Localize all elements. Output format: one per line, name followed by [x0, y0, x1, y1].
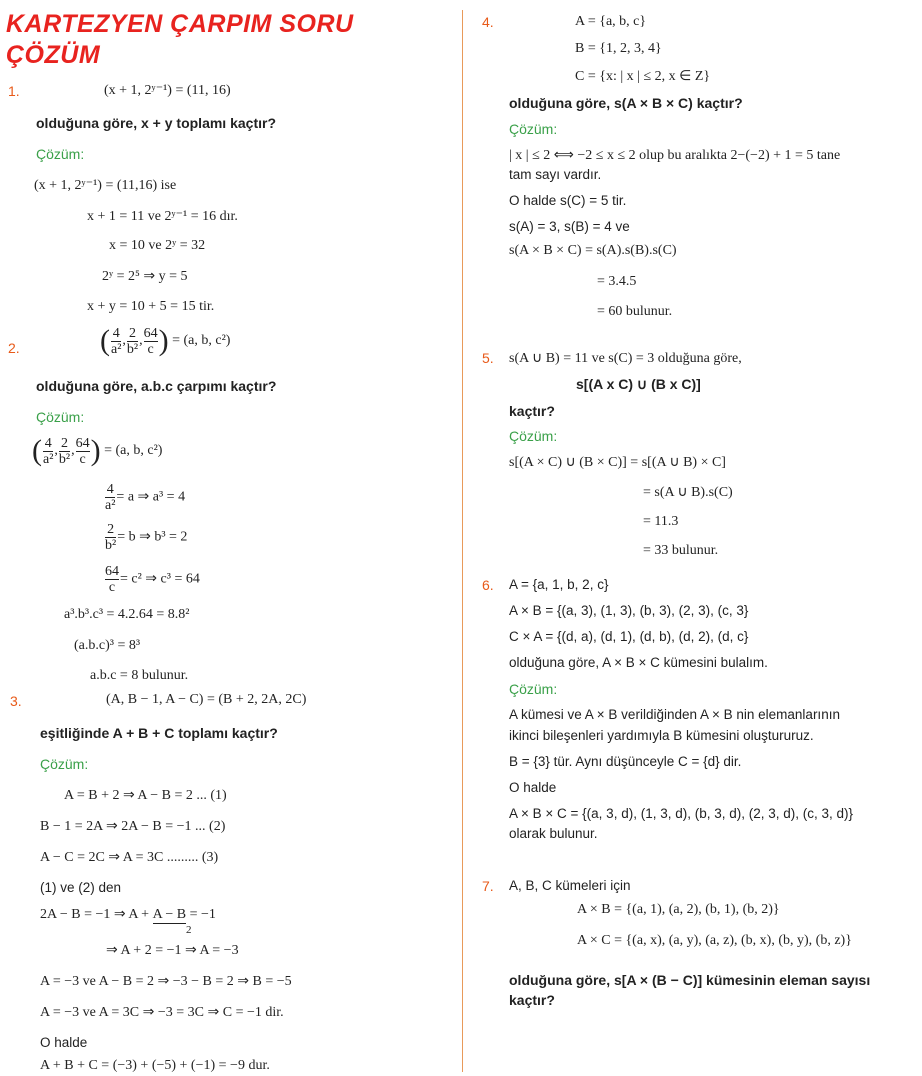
problem-3-step-7: A = −3 ve A − B = 2 ⇒ −3 − B = 2 ⇒ B = −5	[40, 974, 292, 989]
problem-4-set-a: A = {a, b, c}	[575, 14, 647, 29]
problem-1-statement: (x + 1, 2ʸ⁻¹) = (11, 16)	[104, 83, 231, 98]
problem-5-question: kaçtır?	[509, 403, 555, 419]
problem-4-step-2: tam sayı vardır.	[509, 167, 602, 182]
problem-1-step-3: x = 10 ve 2ʸ = 32	[109, 238, 206, 253]
problem-6-step-4: O halde	[509, 780, 557, 795]
problem-6-cxa: C × A = {(d, a), (d, 1), (d, b), (d, 2), (d, c}	[509, 629, 749, 644]
problem-4-solution-label: Çözüm:	[509, 121, 558, 137]
problem-4-step-6: = 3.4.5	[597, 274, 637, 289]
problem-2-step-4: a³.b³.c³ = 4.2.64 = 8.8²	[64, 607, 190, 622]
problem-2-step-3: $\frac{64}{c}$ = c² ⇒ c³ = 64	[105, 564, 200, 595]
problem-3-step-5: 2A − B = −1 ⇒ A + A − B = −1	[40, 907, 216, 922]
problem-6-step-5: A × B × C = {(a, 3, d), (1, 3, d), (b, 3, d), (2, 3, d), (c, 3, d)}	[509, 806, 854, 821]
problem-5-expression: s[(A x C) ∪ (B x C)]	[576, 376, 701, 392]
problem-7-number: 7.	[482, 878, 494, 894]
problem-7-axb: A × B = {(a, 1), (a, 2), (b, 1), (b, 2)}	[577, 902, 780, 917]
problem-3-step-1: A = B + 2 ⇒ A − B = 2 ... (1)	[64, 788, 227, 803]
problem-2-step-1: $\frac{4}{\text{a²}}$ = a ⇒ a³ = 4	[105, 482, 186, 513]
problem-1-step-4: 2ʸ = 2⁵ ⇒ y = 5	[102, 269, 188, 284]
problem-3-step-8: A = −3 ve A = 3C ⇒ −3 = 3C ⇒ C = −1 dir.	[40, 1005, 284, 1020]
column-divider	[462, 10, 463, 1072]
problem-2-step-5: (a.b.c)³ = 8³	[74, 638, 141, 653]
problem-6-axb: A × B = {(a, 3), (1, 3), (b, 3), (2, 3), (c, 3}	[509, 603, 749, 618]
problem-2-question: olduğuna göre, a.b.c çarpımı kaçtır?	[36, 378, 277, 394]
problem-2-step-2: $\frac{2}{\text{b²}}$ = b ⇒ b³ = 2	[105, 522, 188, 553]
page-title-line1: KARTEZYEN ÇARPIM SORU	[6, 10, 354, 38]
problem-6-set-a: A = {a, 1, b, 2, c}	[509, 577, 609, 592]
problem-7-question-line1: olduğuna göre, s[A × (B − C)] kümesinin eleman sayısı	[509, 972, 871, 988]
problem-4-step-5: s(A × B × C) = s(A).s(B).s(C)	[509, 243, 677, 258]
problem-4-step-7: = 60 bulunur.	[597, 304, 673, 319]
problem-5-statement: s(A ∪ B) = 11 ve s(C) = 3 olduğuna göre,	[509, 351, 742, 366]
problem-1-number: 1.	[8, 83, 20, 99]
problem-2-statement: ( $\frac{4}{\text{a²}}$ , $\frac{2}{\text{b²}}$ , $\frac{64}{c}$ ) = (a, b, c²)	[100, 324, 231, 357]
problem-4-step-4: s(A) = 3, s(B) = 4 ve	[509, 219, 630, 234]
problem-7-intro: A, B, C kümeleri için	[509, 878, 631, 893]
problem-3-step-5-sub: 2	[186, 924, 192, 936]
problem-4-set-b: B = {1, 2, 3, 4}	[575, 41, 662, 56]
problem-1-solution-label: Çözüm:	[36, 146, 85, 162]
problem-5-step-3: = 11.3	[643, 514, 679, 529]
problem-3-question: eşitliğinde A + B + C toplamı kaçtır?	[40, 725, 278, 741]
problem-3-step-2: B − 1 = 2A ⇒ 2A − B = −1 ... (2)	[40, 819, 226, 834]
problem-2-step-6: a.b.c = 8 bulunur.	[90, 668, 189, 683]
page-title-line2: ÇÖZÜM	[6, 41, 101, 69]
problem-1-question: olduğuna göre, x + y toplamı kaçtır?	[36, 115, 276, 131]
problem-3-step-3: A − C = 2C ⇒ A = 3C ......... (3)	[40, 850, 219, 865]
problem-6-step-3: B = {3} tür. Aynı düşünceyle C = {d} dir.	[509, 754, 742, 769]
problem-3-solution-label: Çözüm:	[40, 756, 89, 772]
problem-5-number: 5.	[482, 350, 494, 366]
problem-4-step-3: O halde s(C) = 5 tir.	[509, 193, 627, 208]
problem-4-question: olduğuna göre, s(A × B × C) kaçtır?	[509, 95, 743, 111]
problem-3-number: 3.	[10, 693, 22, 709]
problem-3-step-4: (1) ve (2) den	[40, 880, 122, 895]
problem-6-number: 6.	[482, 577, 494, 593]
problem-5-step-4: = 33 bulunur.	[643, 543, 719, 558]
problem-5-step-1: s[(A × C) ∪ (B × C)] = s[(A ∪ B) × C]	[509, 455, 726, 470]
problem-4-step-1: | x | ≤ 2 ⟺ −2 ≤ x ≤ 2 olup bu aralıkta 2−(−2) + 1 = 5 tane	[509, 148, 841, 163]
problem-6-question: olduğuna göre, A × B × C kümesini bulalım.	[509, 655, 768, 670]
problem-6-solution-label: Çözüm:	[509, 681, 558, 697]
problem-6-step-2: ikinci bileşenleri yardımıyla B kümesini oluştururuz.	[509, 728, 814, 743]
problem-1-step-5: x + y = 10 + 5 = 15 tir.	[87, 299, 215, 314]
problem-1-step-1: (x + 1, 2ʸ⁻¹) = (11,16) ise	[34, 178, 177, 193]
problem-7-axc: A × C = {(a, x), (a, y), (a, z), (b, x), (b, y), (b, z)}	[577, 933, 852, 948]
problem-1-step-2: x + 1 = 11 ve 2ʸ⁻¹ = 16 dır.	[87, 209, 238, 224]
problem-2-solution-label: Çözüm:	[36, 409, 85, 425]
problem-7-question-line2: kaçtır?	[509, 992, 555, 1008]
problem-3-step-10: A + B + C = (−3) + (−5) + (−1) = −9 dur.	[40, 1058, 270, 1073]
problem-4-set-c: C = {x: | x | ≤ 2, x ∈ Z}	[575, 69, 711, 84]
problem-3-statement: (A, B − 1, A − C) = (B + 2, 2A, 2C)	[106, 692, 307, 707]
problem-5-solution-label: Çözüm:	[509, 428, 558, 444]
problem-6-step-1: A kümesi ve A × B verildiğinden A × B nin elemanlarının	[509, 707, 840, 722]
problem-2-number: 2.	[8, 340, 20, 356]
problem-6-step-6: olarak bulunur.	[509, 826, 598, 841]
problem-4-number: 4.	[482, 14, 494, 30]
problem-3-step-9: O halde	[40, 1035, 88, 1050]
problem-2-step-0: ( $\frac{4}{\text{a²}}$ , $\frac{2}{\text{b²}}$ , $\frac{64}{c}$ ) = (a, b, c²)	[32, 434, 163, 467]
problem-3-step-6: ⇒ A + 2 = −1 ⇒ A = −3	[106, 943, 239, 958]
problem-5-step-2: = s(A ∪ B).s(C)	[643, 485, 733, 500]
